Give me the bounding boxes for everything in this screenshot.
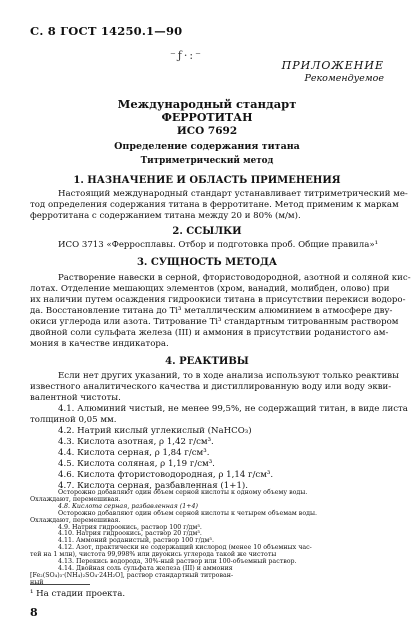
paragraph-line: Охлаждают, перемешивая. (30, 495, 121, 503)
paragraph-line: Если нет других указаний, то в ходе анализа используют только реактивы (58, 371, 399, 381)
doc-title-standard: Международный стандарт (117, 97, 297, 111)
list-item: 4.4. Кислота серная, ρ 1,84 г/см³. (58, 448, 210, 458)
list-item: 4.10. Натрия гидроокись, раствор 20 г/дм³. (58, 530, 202, 538)
appendix-title: ПРИЛОЖЕНИЕ (281, 59, 384, 72)
doc-title-method: Титриметрический метод (140, 156, 274, 166)
section-heading-1: 1. НАЗНАЧЕНИЕ И ОБЛАСТЬ ПРИМЕНЕНИЯ (73, 175, 341, 186)
paragraph-line: Настоящий международный стандарт устанавливает титриметрический ме- (58, 189, 408, 199)
list-item: 4.9. Натрия гидроокись, раствор 100 г/дм³. (58, 523, 202, 531)
page-number: 8 (30, 606, 38, 619)
list-item: 4.6. Кислота фтористоводородная, ρ 1,14 г/см³. (58, 470, 274, 480)
paragraph-line: Охлаждают, перемешивая. (30, 516, 121, 524)
list-item: 4.2. Натрий кислый углекислый (NaHCO₃) (58, 426, 252, 436)
paragraph-line: толщиной 0,05 мм. (30, 415, 117, 425)
paragraph-line: их наличии путем осаждения гидроокиси титана в присутствии перекиси водоро- (30, 295, 406, 305)
doc-title-iso: ИСО 7692 (176, 125, 238, 137)
list-item: 4.12. Азот, практически не содержащий кислород (менее 10 объемных час- (58, 544, 312, 552)
list-item: 4.5. Кислота соляная, ρ 1,19 г/см³. (58, 459, 215, 469)
paragraph-line: двойной соли сульфата железа (III) и аммония в присутствии роданистого ам- (30, 328, 389, 338)
section-heading-2: 2. ССЫЛКИ (172, 226, 242, 237)
footnote: ¹ На стадии проекта. (30, 589, 126, 599)
paragraph-line: окиси углерода или азота. Титрование Ti³ стандартным титрованным раствором (30, 317, 399, 327)
list-item: 4.8. Кислота серная, разбавленная (1+4) (58, 502, 198, 510)
section-heading-4: 4. РЕАКТИВЫ (165, 356, 249, 367)
page-header: С. 8 ГОСТ 14250.1—90 (30, 24, 183, 38)
appendix-subtitle: Рекомендуемое (304, 73, 384, 84)
paragraph-line: тод определения содержания титана в ферротитане. Метод применим к маркам (30, 200, 399, 210)
list-item: 4.11. Аммоний роданистый, раствор 100 г/дм³. (58, 537, 214, 545)
paragraph-line: да. Восстановление титана до Ti³ металлическим алюминием в атмосфере дву- (30, 306, 393, 316)
paragraph-line: Осторожно добавляют один объем серной кислоты к одному объему воды. (58, 489, 308, 496)
paragraph-line: ИСО 3713 «Ферросплавы. Отбор и подготовка проб. Общие правила»¹ (58, 240, 379, 250)
paragraph-line: валентной чистоты. (30, 393, 121, 403)
list-item: 4.14. Двойная соль сульфата железа (III) и аммония (58, 564, 233, 572)
paragraph-line: тей на 1 млн), чистота 99,998% или двуокись углерода такой же чистоты (30, 551, 277, 559)
paragraph-line: лотах. Отделение мешающих элементов (хром, ванадий, молибден, олово) при (30, 284, 390, 294)
doc-title-subject: Определение содержания титана (114, 141, 300, 152)
stamp-mark: ⁻ƒ·:⁻ (170, 49, 203, 62)
paragraph-line: ферротитана с содержанием титана между 20 и 80% (м/м). (30, 211, 301, 221)
paragraph-line: Осторожно добавляют один объем серной кислоты к четырем объемам воды. (58, 509, 318, 517)
paragraph-line: известного аналитического качества и дистиллированную воду или воду экви- (30, 382, 392, 392)
paragraph-line: 4.1. Алюминий чистый, не менее 99,5%, не содержащий титан, в виде листа (58, 404, 408, 414)
section-heading-3: 3. СУЩНОСТЬ МЕТОДА (136, 257, 278, 268)
list-item: 4.3. Кислота азотная, ρ 1,42 г/см³. (58, 437, 214, 447)
list-item: 4.7. Кислота серная, разбавленная (1+1). (58, 481, 248, 491)
paragraph-line: мония в качестве индикатора. (30, 339, 169, 349)
paragraph-line: Растворение навески в серной, фтористоводородной, азотной и соляной кис- (58, 273, 411, 283)
paragraph-line: [Fe₂(SO₄)₃·(NH₄)₂SO₄·24H₂O], раствор стандартный титрован- (30, 571, 234, 579)
list-item: 4.13. Перекись водорода, 30%-ный раствор или 100-объемный раствор. (58, 558, 297, 565)
paragraph-line: ный (30, 578, 44, 586)
doc-title-material: ФЕРРОТИТАН (161, 111, 253, 124)
